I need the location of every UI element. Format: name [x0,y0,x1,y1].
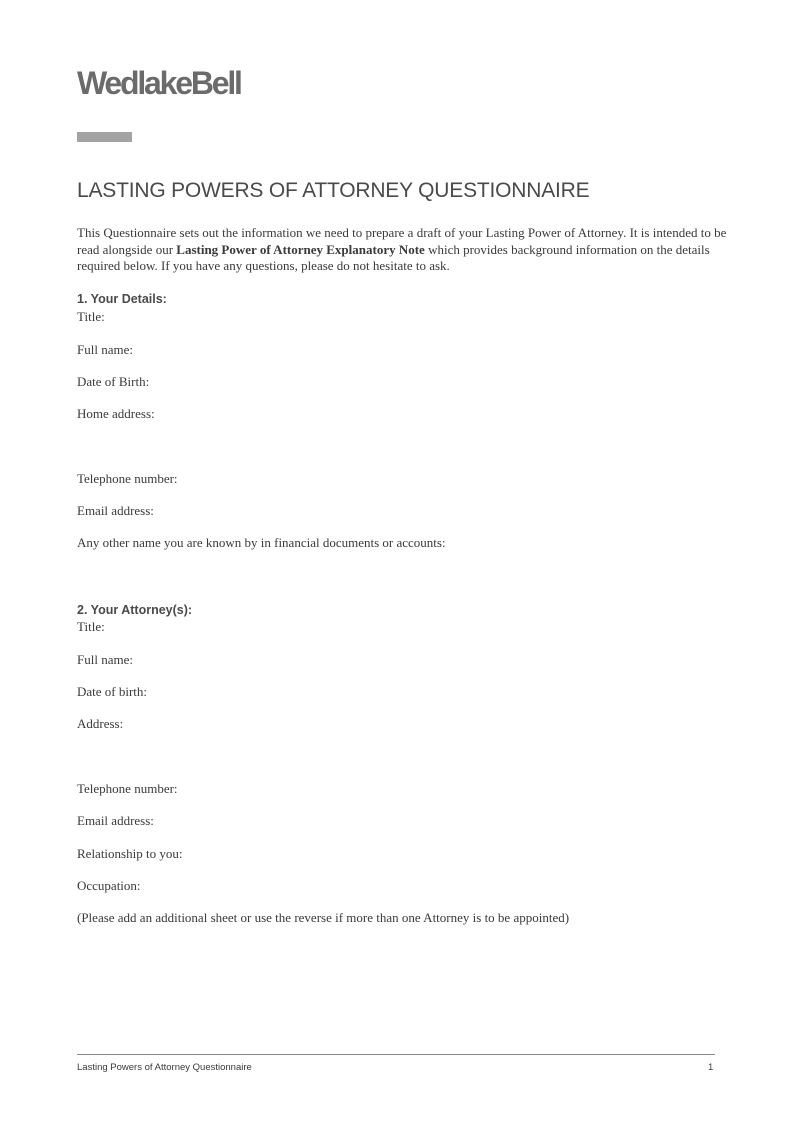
section1-email-label: Email address: [77,503,154,518]
section1-dob-label: Date of Birth: [77,374,150,389]
section2-telephone-label: Telephone number: [77,781,178,796]
section2-dob-label: Date of birth: [77,684,148,699]
page-title: LASTING POWERS OF ATTORNEY QUESTIONNAIRE [77,179,590,202]
footer-page-number: 1 [708,1062,714,1073]
footer-divider [77,1054,715,1055]
section2-address-label: Address: [77,716,124,731]
company-logo: WedlakeBell [77,65,241,101]
section1-title-label: Title: [77,309,105,324]
section2-occupation-label: Occupation: [77,878,141,893]
section1-heading: 1. Your Details: [77,292,167,306]
section2-heading: 2. Your Attorney(s): [77,603,193,617]
section2-email-label: Email address: [77,813,154,828]
intro-text-part2: which provides background information on the details required below. If you have any questions, please do not hesitate to ask. [77,241,710,274]
section1-home-address-label: Home address: [77,406,155,421]
section2-title-label: Title: [77,619,105,634]
footer-document-name: Lasting Powers of Attorney Questionnaire [77,1062,252,1073]
section2-full-name-label: Full name: [77,652,133,667]
intro-paragraph [77,225,727,275]
decorative-bar [77,132,132,142]
section2-note: (Please add an additional sheet or use the reverse if more than one Attorney is to be appointed) [77,910,570,925]
section1-full-name-label: Full name: [77,342,133,357]
section1-telephone-label: Telephone number: [77,471,178,486]
intro-bold-reference: Lasting Power of Attorney Explanatory Note [176,241,425,257]
section1-other-name-label: Any other name you are known by in financial documents or accounts: [77,535,446,550]
section2-relationship-label: Relationship to you: [77,846,183,861]
intro-text-part1: This Questionnaire sets out the information we need to prepare a draft of your Lasting Power of Attorney. It is intended to be read alongside our [77,225,727,257]
